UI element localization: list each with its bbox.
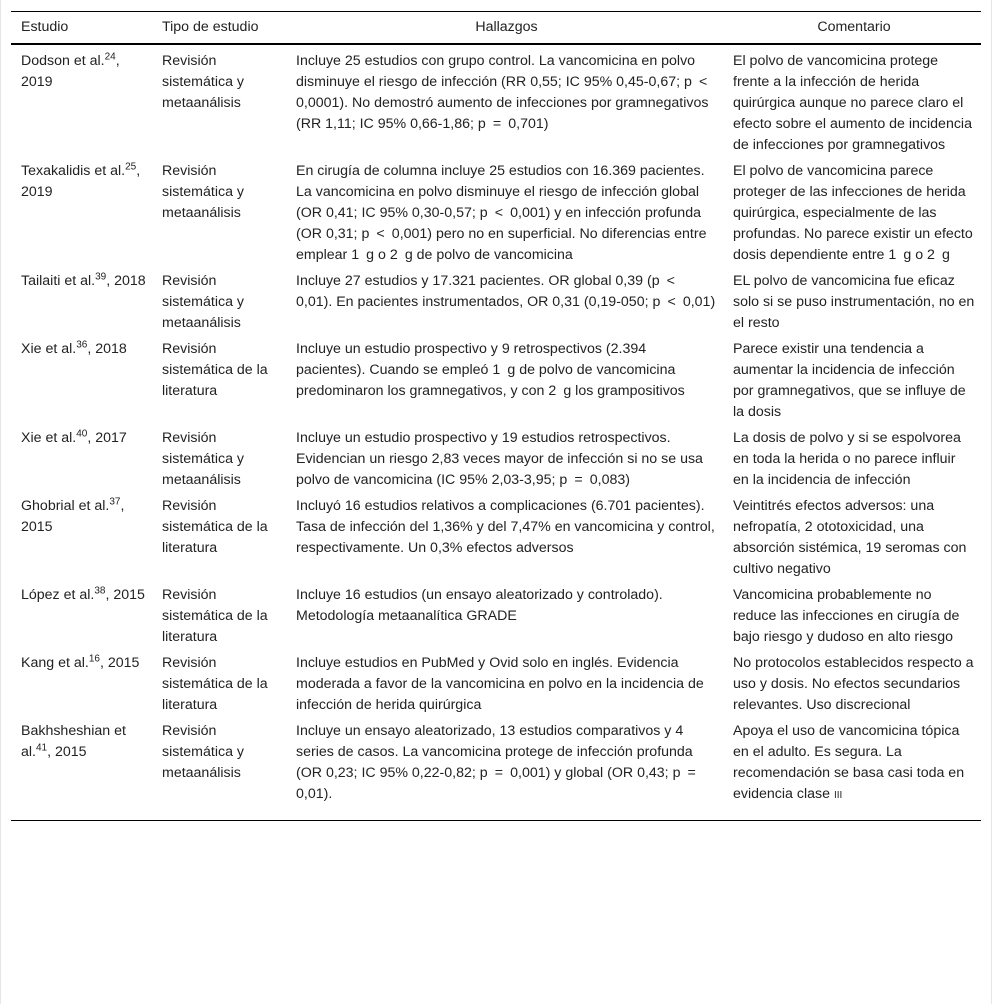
study-name: Tailaiti et al. — [21, 273, 96, 289]
table-row — [11, 581, 981, 649]
table-row — [11, 649, 981, 717]
reference-number[interactable]: 25 — [125, 161, 137, 173]
table-row — [11, 492, 981, 581]
study-cell — [11, 267, 152, 335]
findings-cell: Incluye estudios en PubMed y Ovid solo en inglés. Evidencia moderada a favor de la vancomicina en polvo en la incidencia de infección de herida quirúrgica — [296, 655, 704, 713]
study-name: Xie et al. — [21, 341, 77, 357]
reference-number[interactable]: 24 — [104, 51, 116, 63]
header-tipo: Tipo de estudio — [162, 19, 259, 35]
comment-cell: Veintitrés efectos adversos: una nefropatía, 2 ototoxicidad, una absorción sistémica, 19 seromas con cultivo negativo — [733, 498, 967, 577]
table-row — [11, 424, 981, 492]
study-cell — [11, 424, 152, 492]
comment-cell: EL polvo de vancomicina fue eficaz solo si se puso instrumentación, no en el resto — [733, 273, 975, 331]
type-cell: Revisión sistemática y metaanálisis — [162, 430, 244, 488]
type-cell: Revisión sistemática y metaanálisis — [162, 723, 244, 781]
study-year: , 2019 — [21, 53, 120, 90]
header-comentario: Comentario — [817, 19, 891, 35]
reference-number[interactable]: 41 — [35, 742, 48, 754]
findings-cell: Incluye 16 estudios (un ensayo aleatorizado y controlado). Metodología metaanalítica GRADE — [296, 587, 663, 624]
findings-cell: Incluyó 16 estudios relativos a complicaciones (6.701 pacientes). Tasa de infección del 1,36% y del 7,47% en vancomicina y control, respectivamente. Un 0,3% efectos adversos — [296, 498, 715, 556]
type-cell: Revisión sistemática de la literatura — [162, 341, 268, 399]
study-year: , 2017 — [87, 430, 127, 446]
findings-cell: Incluye un estudio prospectivo y 9 retrospectivos (2.394 pacientes). Cuando se empleó 1 g de polvo de vancomicina predominaron los gramnegativos, y con 2 g los grampositivos — [296, 341, 685, 399]
study-cell — [11, 649, 152, 717]
comment-text: Apoya el uso de vancomicina tópica en el adulto. Es segura. La recomendación se basa casi toda en evidencia clase — [733, 723, 965, 802]
reference-number[interactable]: 16 — [88, 653, 100, 665]
study-name: Dodson et al. — [21, 53, 105, 69]
study-name: Xie et al. — [21, 430, 77, 446]
type-cell: Revisión sistemática de la literatura — [162, 587, 268, 645]
study-cell — [11, 44, 152, 157]
findings-cell: Incluye 25 estudios con grupo control. La vancomicina en polvo disminuye el riesgo de infección (RR 0,55; IC 95% 0,45-0,67; p < 0,0001). No demostró aumento de infecciones por gramnegativos (RR 1,11; IC 95% 0,66-1,86; p = 0,701) — [296, 53, 715, 132]
table-row — [11, 267, 981, 335]
study-name: Texakalidis et al. — [21, 163, 126, 179]
study-name: Kang et al. — [21, 655, 89, 671]
reference-number[interactable]: 38 — [94, 585, 106, 597]
studies-table — [11, 11, 981, 821]
type-cell: Revisión sistemática y metaanálisis — [162, 163, 244, 221]
study-name: Bakhsheshian et al. — [21, 723, 126, 760]
comment-cell: No protocolos establecidos respecto a uso y dosis. No efectos secundarios relevantes. Uso discrecional — [733, 655, 974, 713]
type-cell: Revisión sistemática de la literatura — [162, 498, 268, 556]
study-cell — [11, 335, 152, 424]
study-name: López et al. — [21, 587, 95, 603]
reference-number[interactable]: 40 — [76, 428, 88, 440]
comment-cell: Vancomicina probablemente no reduce las infecciones en cirugía de bajo riesgo y dudoso en alto riesgo — [733, 587, 960, 645]
reference-number[interactable]: 37 — [109, 496, 121, 508]
study-year: , 2015 — [47, 744, 87, 760]
study-year: , 2015 — [105, 587, 145, 603]
study-year: , 2015 — [99, 655, 140, 671]
study-cell — [11, 717, 152, 821]
type-cell: Revisión sistemática y metaanálisis — [162, 53, 244, 111]
study-name: Ghobrial et al. — [21, 498, 110, 514]
comment-cell: El polvo de vancomicina protege frente a la infección de herida quirúrgica aunque no parece claro el efecto sobre el aumento de incidencia de infecciones por gramnegativos — [733, 53, 972, 153]
header-estudio: Estudio — [21, 19, 69, 35]
table-row — [11, 717, 981, 821]
header-hallazgos: Hallazgos — [475, 19, 538, 35]
findings-cell: Incluye 27 estudios y 17.321 pacientes. OR global 0,39 (p < 0,01). En pacientes instrumentados, OR 0,31 (0,19-050; p < 0,01) — [296, 273, 716, 310]
study-cell — [11, 157, 152, 267]
study-cell — [11, 492, 152, 581]
findings-cell: Incluye un ensayo aleatorizado, 13 estudios comparativos y 4 series de casos. La vancomicina protege de infección profunda (OR 0,23; IC 95% 0,22-0,82; p = 0,001) y global (OR 0,43; p = 0,01). — [296, 723, 703, 802]
reference-number[interactable]: 36 — [76, 339, 88, 351]
table-row — [11, 335, 981, 424]
findings-cell: Incluye un estudio prospectivo y 19 estudios retrospectivos. Evidencian un riesgo 2,83 veces mayor de infección si no se usa polvo de vancomicina (IC 95% 2,03-3,95; p = 0,083) — [296, 430, 703, 488]
evidence-class: III — [833, 790, 843, 801]
table-row — [11, 44, 981, 157]
type-cell: Revisión sistemática y metaanálisis — [162, 273, 244, 331]
table-header-row — [11, 12, 981, 45]
findings-cell: En cirugía de columna incluye 25 estudios con 16.369 pacientes. La vancomicina en polvo disminuye el riesgo de infección global (OR 0,41; IC 95% 0,30-0,57; p < 0,001) y en infección profunda (OR 0,31; p < 0,001) pero no en superficial. No diferencias entre emplear 1 g o 2 g de polvo de vancomicina — [296, 163, 707, 263]
comment-cell: El polvo de vancomicina parece proteger de las infecciones de herida quirúrgica, especialmente de las profundas. No parece existir un efecto dosis dependiente entre 1 g o 2 g — [733, 163, 973, 263]
reference-number[interactable]: 39 — [95, 271, 107, 283]
study-year: , 2019 — [21, 163, 141, 200]
table-row — [11, 157, 981, 267]
study-year: , 2018 — [87, 341, 127, 357]
study-year: , 2015 — [21, 498, 125, 535]
study-year: , 2018 — [106, 273, 146, 289]
comment-cell: La dosis de polvo y si se espolvorea en toda la herida o no parece influir en la incidencia de infección — [733, 430, 961, 488]
comment-cell: Parece existir una tendencia a aumentar la incidencia de infección por gramnegativos, que se influye de la dosis — [733, 341, 966, 420]
comment-cell — [723, 717, 981, 821]
type-cell: Revisión sistemática de la literatura — [162, 655, 268, 713]
study-cell — [11, 581, 152, 649]
